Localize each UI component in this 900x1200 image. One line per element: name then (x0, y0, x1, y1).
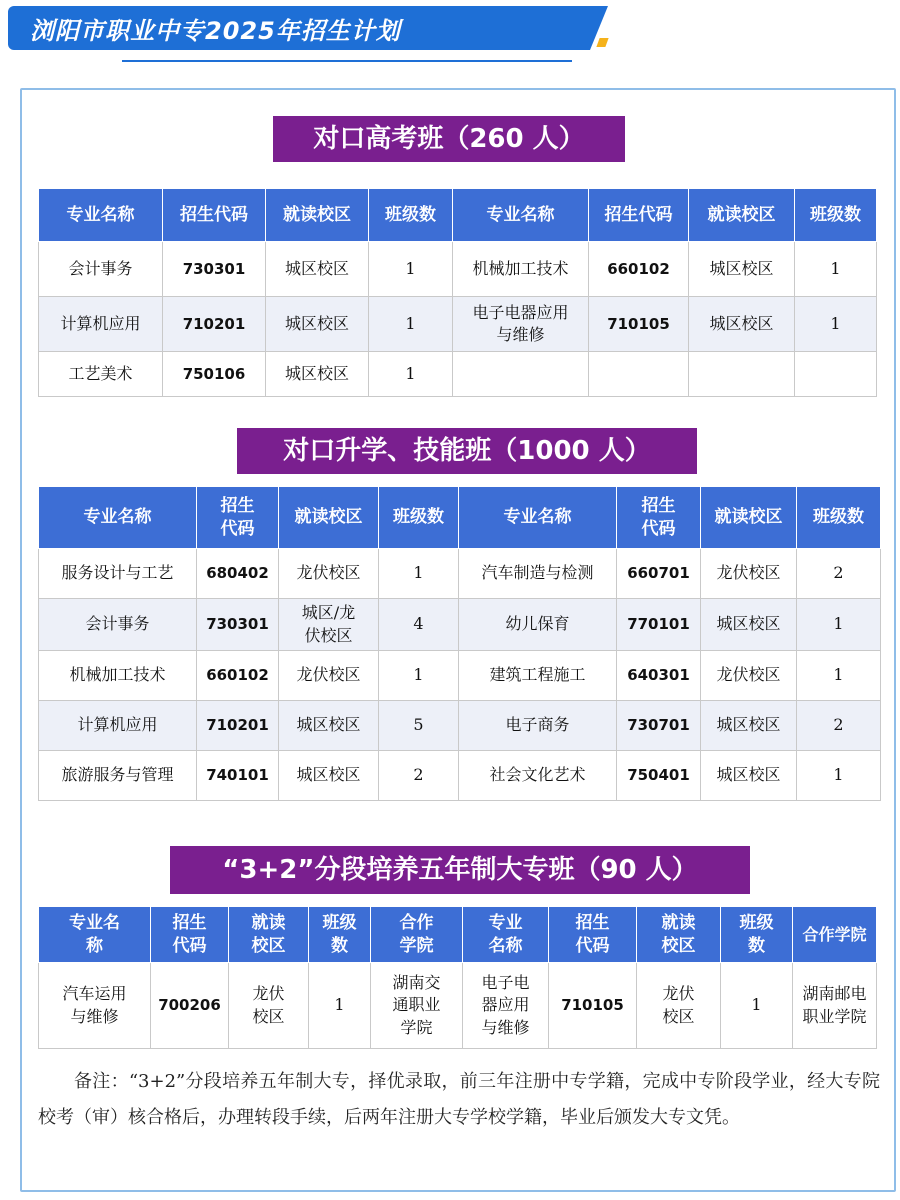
campus-cell: 城区校区 (266, 352, 369, 397)
code-cell: 710201 (197, 701, 279, 751)
skills-table (38, 486, 881, 801)
header-cell: 班级数 (369, 189, 453, 242)
classes-cell: 2 (797, 549, 881, 599)
header-cell: 班级数 (795, 189, 877, 242)
empty-cell (795, 352, 877, 397)
code-cell: 740101 (197, 751, 279, 801)
classes-cell: 1 (369, 242, 453, 297)
section-title-skills: 对口升学、技能班（1000 人） (237, 428, 697, 474)
section-title-gaokao: 对口高考班（260 人） (273, 116, 625, 162)
title-underline (122, 60, 572, 62)
classes-cell: 2 (379, 751, 459, 801)
campus-cell: 城区校区 (279, 751, 379, 801)
empty-cell (689, 352, 795, 397)
classes-cell: 1 (369, 352, 453, 397)
code-cell: 680402 (197, 549, 279, 599)
classes-cell: 1 (379, 651, 459, 701)
code-cell: 700206 (151, 963, 229, 1049)
header-cell: 专业名称 (459, 487, 617, 549)
classes-cell: 1 (721, 963, 793, 1049)
header-cell: 班级数 (797, 487, 881, 549)
classes-cell: 1 (379, 549, 459, 599)
campus-cell: 城区校区 (689, 242, 795, 297)
code-cell: 750401 (617, 751, 701, 801)
header-cell: 就读校区 (701, 487, 797, 549)
major-cell: 服务设计与工艺 (39, 549, 197, 599)
classes-cell: 1 (309, 963, 371, 1049)
major-cell: 计算机应用 (39, 701, 197, 751)
table-header-row (39, 487, 881, 549)
code-cell: 710105 (549, 963, 637, 1049)
code-cell: 730701 (617, 701, 701, 751)
header-cell: 专业名称 (453, 189, 589, 242)
partner-college-cell: 湖南交通职业学院 (371, 963, 463, 1049)
header-cell: 就读校区 (637, 907, 721, 963)
classes-cell: 2 (797, 701, 881, 751)
header-cell: 招生代码 (197, 487, 279, 549)
table-header-row (39, 189, 877, 242)
major-cell: 会计事务 (39, 599, 197, 651)
header-cell: 就读校区 (229, 907, 309, 963)
campus-cell: 城区校区 (701, 701, 797, 751)
major-cell: 汽车制造与检测 (459, 549, 617, 599)
campus-cell: 城区校区 (701, 751, 797, 801)
major-cell: 电子电器应用与维修 (453, 297, 589, 352)
campus-cell: 龙伏校区 (701, 549, 797, 599)
code-cell: 660701 (617, 549, 701, 599)
code-cell: 660102 (589, 242, 689, 297)
header-cell: 班级数 (379, 487, 459, 549)
header-cell: 专业名称 (39, 907, 151, 963)
empty-cell (453, 352, 589, 397)
banner-accent (596, 38, 608, 47)
code-cell: 730301 (197, 599, 279, 651)
campus-cell: 龙伏校区 (279, 549, 379, 599)
major-cell: 计算机应用 (39, 297, 163, 352)
major-cell: 汽车运用与维修 (39, 963, 151, 1049)
header-cell: 招生代码 (617, 487, 701, 549)
major-cell: 会计事务 (39, 242, 163, 297)
classes-cell: 4 (379, 599, 459, 651)
classes-cell: 1 (369, 297, 453, 352)
table-row (39, 242, 877, 297)
page-title: 浏阳市职业中专2025年招生计划 (30, 17, 401, 45)
classes-cell: 1 (797, 651, 881, 701)
remarks-note: 备注：“3+2”分段培养五年制大专，择优录取，前三年注册中专学籍，完成中专阶段学业，经大专院校考（审）核合格后，办理转段手续，后两年注册大专学校学籍，毕业后颁发大专文凭。 (38, 1071, 880, 1128)
classes-cell: 1 (797, 751, 881, 801)
header-cell: 招生代码 (163, 189, 266, 242)
header-cell: 就读校区 (689, 189, 795, 242)
table-row (39, 297, 877, 352)
partner-college-cell: 湖南邮电职业学院 (793, 963, 877, 1049)
five-year-table (38, 906, 877, 1049)
major-cell: 机械加工技术 (453, 242, 589, 297)
header-cell: 专业名称 (39, 487, 197, 549)
campus-cell: 龙伏校区 (229, 963, 309, 1049)
header-cell: 合作学院 (793, 907, 877, 963)
code-cell: 730301 (163, 242, 266, 297)
classes-cell: 1 (795, 297, 877, 352)
table-row (39, 701, 881, 751)
section-title-five-year: “3+2”分段培养五年制大专班（90 人） (170, 846, 750, 894)
table-row (39, 751, 881, 801)
table-row (39, 352, 877, 397)
campus-cell: 龙伏校区 (637, 963, 721, 1049)
table-row (39, 651, 881, 701)
header-cell: 专业名称 (39, 189, 163, 242)
empty-cell (589, 352, 689, 397)
header-cell: 合作学院 (371, 907, 463, 963)
classes-cell: 1 (797, 599, 881, 651)
table-header-row (39, 907, 877, 963)
table-row (39, 549, 881, 599)
header-cell: 就读校区 (266, 189, 369, 242)
header-cell: 招生代码 (151, 907, 229, 963)
major-cell: 建筑工程施工 (459, 651, 617, 701)
campus-cell: 城区/龙伏校区 (279, 599, 379, 651)
gaokao-table (38, 188, 877, 397)
code-cell: 770101 (617, 599, 701, 651)
code-cell: 750106 (163, 352, 266, 397)
major-cell: 电子商务 (459, 701, 617, 751)
code-cell: 710105 (589, 297, 689, 352)
major-cell: 幼儿保育 (459, 599, 617, 651)
classes-cell: 5 (379, 701, 459, 751)
campus-cell: 城区校区 (701, 599, 797, 651)
major-cell: 机械加工技术 (39, 651, 197, 701)
campus-cell: 城区校区 (266, 297, 369, 352)
code-cell: 660102 (197, 651, 279, 701)
header-cell: 就读校区 (279, 487, 379, 549)
major-cell: 旅游服务与管理 (39, 751, 197, 801)
classes-cell: 1 (795, 242, 877, 297)
header-cell: 招生代码 (549, 907, 637, 963)
code-cell: 710201 (163, 297, 266, 352)
header-cell: 班级数 (309, 907, 371, 963)
campus-cell: 城区校区 (689, 297, 795, 352)
campus-cell: 龙伏校区 (701, 651, 797, 701)
header-cell: 招生代码 (589, 189, 689, 242)
campus-cell: 龙伏校区 (279, 651, 379, 701)
campus-cell: 城区校区 (279, 701, 379, 751)
code-cell: 640301 (617, 651, 701, 701)
table-row (39, 599, 881, 651)
header-cell: 专业名称 (463, 907, 549, 963)
campus-cell: 城区校区 (266, 242, 369, 297)
table-row (39, 963, 877, 1049)
major-cell: 工艺美术 (39, 352, 163, 397)
header-cell: 班级数 (721, 907, 793, 963)
major-cell: 社会文化艺术 (459, 751, 617, 801)
major-cell: 电子电器应用与维修 (463, 963, 549, 1049)
